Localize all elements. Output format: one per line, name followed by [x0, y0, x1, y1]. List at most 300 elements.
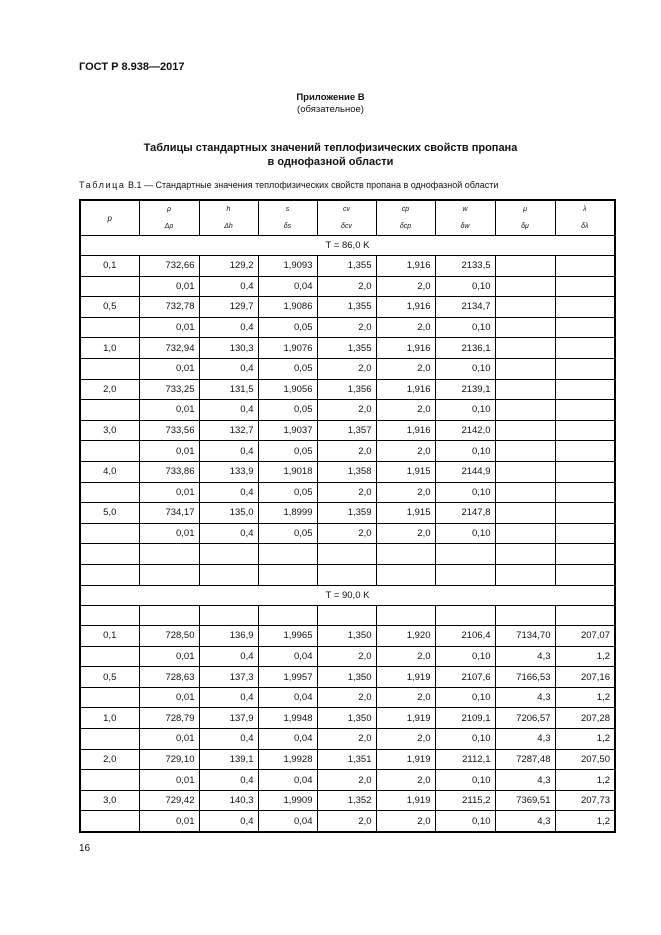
table-row: [80, 646, 615, 667]
value-cell: 1,916: [376, 256, 435, 277]
value-cell: 1,916: [376, 379, 435, 400]
value-cell: 728,50: [139, 626, 199, 647]
value-cell: 1,2: [555, 729, 615, 750]
value-cell: 0,4: [199, 646, 258, 667]
value-cell: [495, 544, 555, 565]
pressure-cell: 3,0: [80, 790, 139, 811]
value-cell: 2136,1: [435, 338, 495, 359]
pressure-cell: 1,0: [80, 708, 139, 729]
value-cell: 4,3: [495, 646, 555, 667]
value-cell: 2,0: [376, 441, 435, 462]
value-cell: 0,4: [199, 358, 258, 379]
pressure-cell: 0,5: [80, 667, 139, 688]
value-cell: [495, 358, 555, 379]
document-standard-header: ГОСТ Р 8.938—2017: [79, 61, 185, 73]
header-uncertainty: δcv: [317, 218, 376, 236]
value-cell: [555, 379, 615, 400]
value-cell: 1,350: [317, 626, 376, 647]
value-cell: 2,0: [317, 687, 376, 708]
page-number: 16: [79, 843, 91, 854]
value-cell: 7287,48: [495, 749, 555, 770]
value-cell: 2,0: [376, 770, 435, 791]
pressure-cell: [80, 729, 139, 750]
value-cell: 1,920: [376, 626, 435, 647]
value-cell: 2115,2: [435, 790, 495, 811]
table-row: [80, 605, 615, 626]
value-cell: 2,0: [376, 687, 435, 708]
value-cell: 7134,70: [495, 626, 555, 647]
value-cell: 0,01: [139, 317, 199, 338]
value-cell: 2139,1: [435, 379, 495, 400]
header-uncertainty: δμ: [495, 218, 555, 236]
value-cell: 2,0: [376, 523, 435, 544]
table-row: [80, 667, 615, 688]
value-cell: 1,9037: [258, 420, 317, 441]
value-cell: 1,9948: [258, 708, 317, 729]
table-row: [80, 358, 615, 379]
value-cell: 2,0: [317, 811, 376, 832]
value-cell: 0,10: [435, 276, 495, 297]
table-row: [80, 297, 615, 318]
value-cell: 207,73: [555, 790, 615, 811]
value-cell: 0,10: [435, 687, 495, 708]
value-cell: 2109,1: [435, 708, 495, 729]
value-cell: 1,2: [555, 687, 615, 708]
value-cell: 0,04: [258, 811, 317, 832]
value-cell: 0,01: [139, 770, 199, 791]
value-cell: 1,9086: [258, 297, 317, 318]
value-cell: [376, 544, 435, 565]
value-cell: 729,10: [139, 749, 199, 770]
pressure-cell: [80, 523, 139, 544]
value-cell: 0,04: [258, 687, 317, 708]
value-cell: 1,356: [317, 379, 376, 400]
table-row: [80, 687, 615, 708]
value-cell: 1,9056: [258, 379, 317, 400]
header-uncertainty: δcp: [376, 218, 435, 236]
value-cell: 1,915: [376, 503, 435, 524]
value-cell: 7206,57: [495, 708, 555, 729]
value-cell: 2,0: [317, 276, 376, 297]
value-cell: [495, 256, 555, 277]
value-cell: 1,915: [376, 461, 435, 482]
value-cell: [317, 605, 376, 626]
value-cell: [495, 605, 555, 626]
value-cell: 0,05: [258, 441, 317, 462]
value-cell: 207,16: [555, 667, 615, 688]
value-cell: 1,355: [317, 256, 376, 277]
value-cell: 1,916: [376, 420, 435, 441]
document-title: [0, 141, 661, 169]
value-cell: 2106,4: [435, 626, 495, 647]
temperature-row: [80, 585, 615, 605]
appendix-note: (обязательное): [297, 104, 364, 115]
value-cell: [555, 564, 615, 585]
pressure-cell: [80, 687, 139, 708]
value-cell: 734,17: [139, 503, 199, 524]
pressure-cell: 0,5: [80, 297, 139, 318]
value-cell: 2142,0: [435, 420, 495, 441]
value-cell: 2,0: [317, 400, 376, 421]
document-title-line2: в однофазной области: [267, 156, 394, 168]
value-cell: 4,3: [495, 729, 555, 750]
header-uncertainty: Δh: [199, 218, 258, 236]
table-row: [80, 482, 615, 503]
value-cell: 207,28: [555, 708, 615, 729]
value-cell: [555, 358, 615, 379]
value-cell: 129,2: [199, 256, 258, 277]
value-cell: 2134,7: [435, 297, 495, 318]
value-cell: 2,0: [317, 482, 376, 503]
value-cell: [495, 400, 555, 421]
value-cell: 2,0: [317, 729, 376, 750]
value-cell: 0,10: [435, 400, 495, 421]
pressure-cell: 5,0: [80, 503, 139, 524]
value-cell: 1,350: [317, 667, 376, 688]
value-cell: [317, 544, 376, 565]
value-cell: 0,10: [435, 317, 495, 338]
value-cell: 132,7: [199, 420, 258, 441]
value-cell: 207,50: [555, 749, 615, 770]
value-cell: 0,10: [435, 811, 495, 832]
temperature-label: T = 90,0 K: [80, 585, 615, 605]
value-cell: [495, 441, 555, 462]
pressure-cell: [80, 646, 139, 667]
value-cell: 2,0: [376, 400, 435, 421]
value-cell: 4,3: [495, 770, 555, 791]
value-cell: 0,04: [258, 729, 317, 750]
pressure-cell: [80, 441, 139, 462]
header-uncertainty: δw: [435, 218, 495, 236]
value-cell: 2,0: [317, 646, 376, 667]
value-cell: 0,05: [258, 482, 317, 503]
pressure-cell: 0,1: [80, 626, 139, 647]
value-cell: [555, 317, 615, 338]
value-cell: 2,0: [317, 770, 376, 791]
table-row: [80, 708, 615, 729]
table-row: [80, 400, 615, 421]
value-cell: 0,05: [258, 523, 317, 544]
value-cell: 0,4: [199, 441, 258, 462]
header-uncertainty: Δρ: [139, 218, 199, 236]
value-cell: [495, 338, 555, 359]
value-cell: 0,05: [258, 358, 317, 379]
header-symbol: w: [435, 200, 495, 218]
value-cell: [376, 605, 435, 626]
value-cell: [555, 461, 615, 482]
value-cell: 1,359: [317, 503, 376, 524]
value-cell: 4,3: [495, 811, 555, 832]
value-cell: 135,0: [199, 503, 258, 524]
pressure-cell: 2,0: [80, 749, 139, 770]
value-cell: 0,10: [435, 770, 495, 791]
value-cell: 1,919: [376, 790, 435, 811]
value-cell: 2133,5: [435, 256, 495, 277]
value-cell: 2144,9: [435, 461, 495, 482]
header-symbol: cp: [376, 200, 435, 218]
value-cell: 728,79: [139, 708, 199, 729]
pressure-cell: [80, 358, 139, 379]
value-cell: 1,351: [317, 749, 376, 770]
appendix-heading: [0, 92, 661, 116]
value-cell: 129,7: [199, 297, 258, 318]
header-uncertainty: δλ: [555, 218, 615, 236]
value-cell: 139,1: [199, 749, 258, 770]
header-symbol: cv: [317, 200, 376, 218]
value-cell: [495, 482, 555, 503]
value-cell: 2,0: [376, 646, 435, 667]
value-cell: [258, 605, 317, 626]
value-cell: [258, 544, 317, 565]
value-cell: 0,01: [139, 729, 199, 750]
value-cell: 0,4: [199, 687, 258, 708]
value-cell: [555, 276, 615, 297]
pressure-cell: [80, 811, 139, 832]
table-row: [80, 544, 615, 565]
value-cell: 0,4: [199, 770, 258, 791]
value-cell: 2112,1: [435, 749, 495, 770]
value-cell: 0,10: [435, 729, 495, 750]
value-cell: [555, 400, 615, 421]
value-cell: 729,42: [139, 790, 199, 811]
value-cell: [555, 441, 615, 462]
value-cell: 0,4: [199, 729, 258, 750]
pressure-cell: [80, 564, 139, 585]
header-symbol: λ: [555, 200, 615, 218]
value-cell: 131,5: [199, 379, 258, 400]
table-row: [80, 790, 615, 811]
value-cell: 1,9093: [258, 256, 317, 277]
value-cell: [495, 523, 555, 544]
table-row: [80, 564, 615, 585]
table-row: [80, 276, 615, 297]
table-row: [80, 420, 615, 441]
value-cell: [495, 317, 555, 338]
value-cell: 0,4: [199, 482, 258, 503]
pressure-cell: 3,0: [80, 420, 139, 441]
table-row: [80, 503, 615, 524]
value-cell: [555, 256, 615, 277]
value-cell: [495, 564, 555, 585]
value-cell: 0,4: [199, 400, 258, 421]
value-cell: 1,9076: [258, 338, 317, 359]
value-cell: 1,2: [555, 811, 615, 832]
table-row: [80, 770, 615, 791]
value-cell: [495, 276, 555, 297]
value-cell: [555, 420, 615, 441]
value-cell: 2,0: [376, 811, 435, 832]
value-cell: 1,9965: [258, 626, 317, 647]
pressure-cell: [80, 544, 139, 565]
value-cell: 1,352: [317, 790, 376, 811]
value-cell: 2,0: [376, 276, 435, 297]
value-cell: 1,916: [376, 338, 435, 359]
table-row: [80, 626, 615, 647]
value-cell: [199, 564, 258, 585]
value-cell: 733,86: [139, 461, 199, 482]
value-cell: 0,01: [139, 276, 199, 297]
pressure-cell: [80, 482, 139, 503]
header-symbol: ρ: [139, 200, 199, 218]
value-cell: [199, 544, 258, 565]
value-cell: 1,8999: [258, 503, 317, 524]
value-cell: [435, 605, 495, 626]
pressure-cell: 0,1: [80, 256, 139, 277]
table-row: [80, 523, 615, 544]
value-cell: 1,9018: [258, 461, 317, 482]
value-cell: [376, 564, 435, 585]
pressure-cell: 4,0: [80, 461, 139, 482]
value-cell: 0,01: [139, 441, 199, 462]
value-cell: 0,4: [199, 276, 258, 297]
value-cell: [139, 605, 199, 626]
value-cell: [495, 420, 555, 441]
value-cell: 137,3: [199, 667, 258, 688]
value-cell: 0,04: [258, 276, 317, 297]
value-cell: 733,56: [139, 420, 199, 441]
value-cell: 1,916: [376, 297, 435, 318]
table-header-row: [80, 218, 615, 236]
value-cell: 2,0: [376, 358, 435, 379]
value-cell: 133,9: [199, 461, 258, 482]
value-cell: 0,10: [435, 523, 495, 544]
value-cell: 0,4: [199, 523, 258, 544]
value-cell: 1,2: [555, 646, 615, 667]
value-cell: [199, 605, 258, 626]
value-cell: 137,9: [199, 708, 258, 729]
value-cell: 2,0: [317, 441, 376, 462]
value-cell: 0,01: [139, 811, 199, 832]
document-title-line1: Таблицы стандартных значений теплофизических свойств пропана: [143, 142, 518, 154]
value-cell: 1,9909: [258, 790, 317, 811]
value-cell: 0,10: [435, 482, 495, 503]
value-cell: 732,94: [139, 338, 199, 359]
value-cell: 1,358: [317, 461, 376, 482]
value-cell: [555, 297, 615, 318]
value-cell: 0,01: [139, 646, 199, 667]
value-cell: 2107,6: [435, 667, 495, 688]
table-caption-label: Таблица: [79, 180, 126, 190]
value-cell: 732,78: [139, 297, 199, 318]
value-cell: 0,05: [258, 317, 317, 338]
value-cell: 0,10: [435, 358, 495, 379]
value-cell: 732,66: [139, 256, 199, 277]
value-cell: 0,01: [139, 482, 199, 503]
table-row: [80, 441, 615, 462]
value-cell: 2,0: [376, 317, 435, 338]
value-cell: 1,9957: [258, 667, 317, 688]
temperature-row: [80, 236, 615, 256]
table-header-row: [80, 200, 615, 218]
value-cell: 0,04: [258, 770, 317, 791]
value-cell: 1,2: [555, 770, 615, 791]
header-uncertainty: δs: [258, 218, 317, 236]
value-cell: 0,10: [435, 646, 495, 667]
value-cell: 1,919: [376, 749, 435, 770]
value-cell: [555, 503, 615, 524]
value-cell: [495, 297, 555, 318]
value-cell: [555, 482, 615, 503]
value-cell: [435, 564, 495, 585]
value-cell: 728,63: [139, 667, 199, 688]
pressure-cell: [80, 605, 139, 626]
value-cell: 2,0: [376, 729, 435, 750]
value-cell: 0,01: [139, 687, 199, 708]
value-cell: 2,0: [376, 482, 435, 503]
value-cell: [555, 605, 615, 626]
value-cell: [258, 564, 317, 585]
pressure-cell: [80, 400, 139, 421]
table-caption-text: В.1 — Стандартные значения теплофизических свойств пропана в однофазной области: [125, 180, 499, 190]
value-cell: [495, 461, 555, 482]
header-symbol: h: [199, 200, 258, 218]
pressure-cell: [80, 317, 139, 338]
appendix-title: Приложение В: [296, 92, 365, 103]
value-cell: 7369,51: [495, 790, 555, 811]
table-row: [80, 811, 615, 832]
value-cell: 207,07: [555, 626, 615, 647]
table-caption: [79, 180, 498, 190]
value-cell: 1,355: [317, 338, 376, 359]
value-cell: 140,3: [199, 790, 258, 811]
value-cell: 7166,53: [495, 667, 555, 688]
value-cell: 4,3: [495, 687, 555, 708]
value-cell: [555, 523, 615, 544]
value-cell: [435, 544, 495, 565]
propane-properties-table: [79, 199, 616, 833]
value-cell: 0,01: [139, 523, 199, 544]
value-cell: 2,0: [317, 358, 376, 379]
value-cell: 1,350: [317, 708, 376, 729]
value-cell: 0,4: [199, 811, 258, 832]
value-cell: [317, 564, 376, 585]
value-cell: 0,05: [258, 400, 317, 421]
value-cell: 2,0: [317, 317, 376, 338]
header-p: p: [80, 200, 139, 236]
table-row: [80, 379, 615, 400]
value-cell: 130,3: [199, 338, 258, 359]
value-cell: [555, 338, 615, 359]
table-row: [80, 749, 615, 770]
table-row: [80, 338, 615, 359]
value-cell: 136,9: [199, 626, 258, 647]
value-cell: 0,01: [139, 400, 199, 421]
value-cell: [495, 503, 555, 524]
pressure-cell: [80, 276, 139, 297]
value-cell: [495, 379, 555, 400]
table-row: [80, 256, 615, 277]
table-row: [80, 729, 615, 750]
value-cell: [139, 564, 199, 585]
pressure-cell: 2,0: [80, 379, 139, 400]
table-row: [80, 461, 615, 482]
value-cell: 0,10: [435, 441, 495, 462]
value-cell: 1,355: [317, 297, 376, 318]
pressure-cell: [80, 770, 139, 791]
temperature-label: T = 86,0 K: [80, 236, 615, 256]
value-cell: 733,25: [139, 379, 199, 400]
value-cell: 1,9928: [258, 749, 317, 770]
header-symbol: μ: [495, 200, 555, 218]
header-symbol: s: [258, 200, 317, 218]
value-cell: 1,357: [317, 420, 376, 441]
value-cell: 2,0: [317, 523, 376, 544]
value-cell: [555, 544, 615, 565]
pressure-cell: 1,0: [80, 338, 139, 359]
value-cell: 0,4: [199, 317, 258, 338]
value-cell: 1,919: [376, 708, 435, 729]
table-row: [80, 317, 615, 338]
